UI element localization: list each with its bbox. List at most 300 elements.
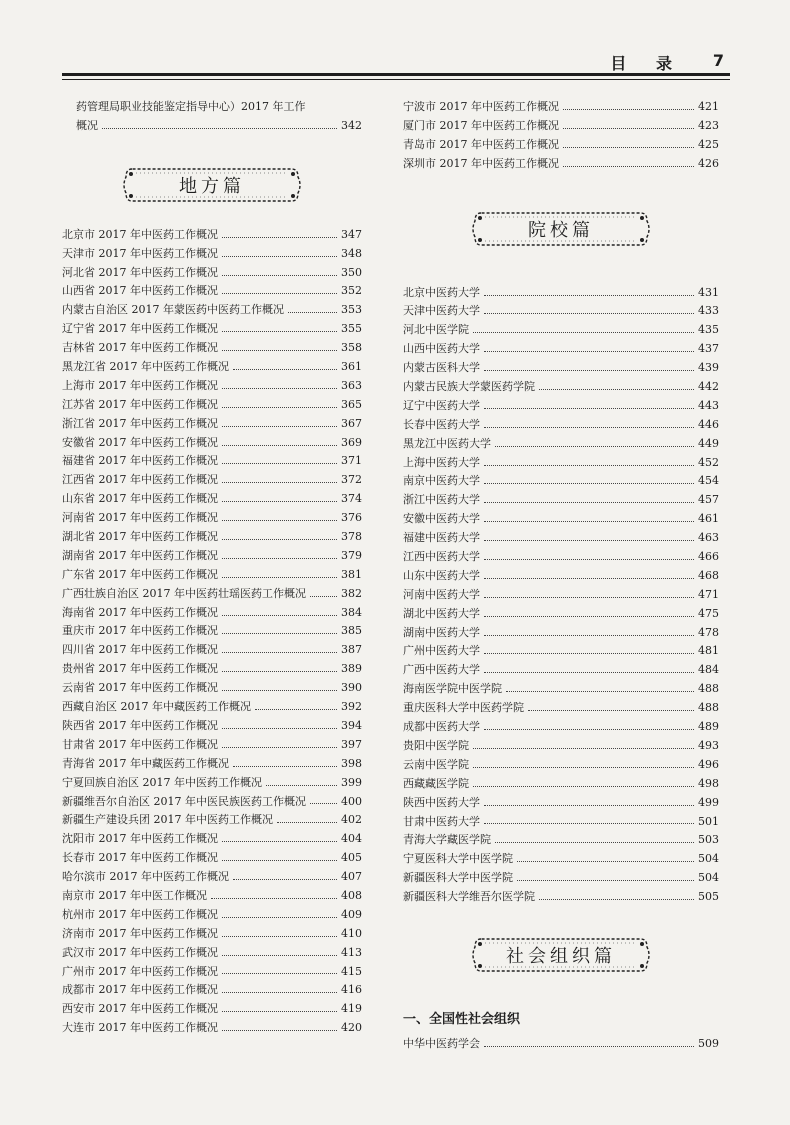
toc-entry-page: 452 bbox=[698, 455, 719, 469]
toc-entry-title: 西藏藏医学院 bbox=[403, 776, 469, 790]
leader-dots bbox=[473, 786, 694, 787]
leader-dots bbox=[255, 709, 337, 710]
toc-entry-page: 407 bbox=[341, 870, 362, 884]
heading-frame bbox=[471, 209, 651, 249]
leader-dots bbox=[222, 482, 337, 483]
toc-entry-title: 陕西省 2017 年中医药工作概况 bbox=[62, 718, 218, 732]
toc-entry-page: 372 bbox=[341, 473, 362, 487]
toc-entry-page: 347 bbox=[341, 227, 362, 241]
toc-entry-page: 509 bbox=[698, 1036, 719, 1050]
toc-entry-title: 江苏省 2017 年中医药工作概况 bbox=[62, 397, 218, 411]
leader-dots bbox=[222, 615, 337, 616]
toc-entry[interactable] bbox=[62, 1019, 362, 1038]
toc-entry-page: 348 bbox=[341, 246, 362, 260]
toc-entry[interactable] bbox=[62, 282, 362, 301]
toc-entry-title: 江西中医药大学 bbox=[403, 550, 480, 564]
toc-entry-page: 355 bbox=[341, 322, 362, 336]
toc-entry[interactable] bbox=[62, 793, 362, 812]
toc-entry-page: 408 bbox=[341, 888, 362, 902]
toc-entry-page: 419 bbox=[341, 1002, 362, 1016]
leader-dots bbox=[484, 653, 694, 654]
toc-entry-title: 河南省 2017 年中医药工作概况 bbox=[62, 511, 218, 525]
toc-entry[interactable] bbox=[403, 435, 719, 454]
toc-entry-title: 贵州省 2017 年中医药工作概况 bbox=[62, 662, 218, 676]
leader-dots bbox=[484, 729, 694, 730]
toc-entry[interactable] bbox=[62, 944, 362, 963]
toc-entry-title: 概况 bbox=[76, 118, 98, 132]
toc-entry-title: 贵阳中医学院 bbox=[403, 738, 469, 752]
toc-entry-page: 431 bbox=[698, 285, 719, 299]
toc-entry-title: 南京中医药大学 bbox=[403, 474, 480, 488]
toc-entry-page: 415 bbox=[341, 964, 362, 978]
toc-entry[interactable] bbox=[62, 774, 362, 793]
toc-entry-page: 352 bbox=[341, 284, 362, 298]
toc-entry-title: 宁夏医科大学中医学院 bbox=[403, 852, 513, 866]
toc-entry[interactable] bbox=[403, 718, 719, 737]
toc-entry-title: 南京市 2017 年中医工作概况 bbox=[62, 888, 207, 902]
toc-entry-page: 503 bbox=[698, 833, 719, 847]
toc-entry-title: 安徽省 2017 年中医药工作概况 bbox=[62, 435, 218, 449]
toc-entry-page: 387 bbox=[341, 643, 362, 657]
toc-entry[interactable] bbox=[62, 1000, 362, 1019]
toc-entry-title: 陕西中医药大学 bbox=[403, 795, 480, 809]
toc-entry-title: 宁夏回族自治区 2017 年中医药工作概况 bbox=[62, 775, 262, 789]
leader-dots bbox=[310, 596, 337, 597]
leader-dots bbox=[517, 880, 694, 881]
toc-entry-title: 河北省 2017 年中医药工作概况 bbox=[62, 265, 218, 279]
toc-entry-page: 425 bbox=[698, 137, 719, 151]
intro-line: 药管理局职业技能鉴定指导中心）2017 年工作 bbox=[76, 100, 306, 113]
toc-entry[interactable] bbox=[62, 452, 362, 471]
toc-entry-page: 384 bbox=[341, 605, 362, 619]
leader-dots bbox=[563, 109, 694, 110]
toc-entry-title: 黑龙江中医药大学 bbox=[403, 436, 491, 450]
toc-entry-title: 福建省 2017 年中医药工作概况 bbox=[62, 454, 218, 468]
toc-entry[interactable] bbox=[403, 359, 719, 378]
leader-dots bbox=[484, 578, 694, 579]
leader-dots bbox=[222, 463, 337, 464]
toc-entry-title: 湖北省 2017 年中医药工作概况 bbox=[62, 530, 218, 544]
toc-entry-title: 成都市 2017 年中医药工作概况 bbox=[62, 983, 218, 997]
toc-entry-page: 342 bbox=[341, 118, 362, 132]
toc-entry-title: 新疆医科大学维吾尔医学院 bbox=[403, 890, 535, 904]
leader-dots bbox=[495, 842, 694, 843]
toc-entry-page: 409 bbox=[341, 907, 362, 921]
toc-entry[interactable] bbox=[403, 472, 719, 491]
toc-entry-page: 363 bbox=[341, 378, 362, 392]
toc-entry-title: 浙江省 2017 年中医药工作概况 bbox=[62, 416, 218, 430]
leader-dots bbox=[484, 823, 694, 824]
leader-dots bbox=[222, 747, 337, 748]
toc-entry-page: 385 bbox=[341, 624, 362, 638]
toc-entry-title: 江西省 2017 年中医药工作概况 bbox=[62, 473, 218, 487]
leader-dots bbox=[484, 1046, 694, 1047]
toc-entry[interactable] bbox=[62, 830, 362, 849]
toc-entry-page: 420 bbox=[341, 1021, 362, 1035]
toc-entry[interactable] bbox=[403, 302, 719, 321]
leader-dots bbox=[288, 312, 337, 313]
toc-entry[interactable] bbox=[62, 925, 362, 944]
toc-entry-page: 392 bbox=[341, 700, 362, 714]
toc-entry-page: 468 bbox=[698, 568, 719, 582]
toc-entry[interactable] bbox=[403, 624, 719, 643]
toc-entry-page: 353 bbox=[341, 303, 362, 317]
toc-entry-title: 济南市 2017 年中医药工作概况 bbox=[62, 926, 218, 940]
leader-dots bbox=[517, 861, 694, 862]
leader-dots bbox=[484, 616, 694, 617]
toc-entry-title: 中华中医药学会 bbox=[403, 1036, 480, 1050]
heading-frame bbox=[122, 165, 302, 205]
toc-entry-title: 广州中医药大学 bbox=[403, 644, 480, 658]
leader-dots bbox=[484, 408, 694, 409]
page-header bbox=[62, 45, 730, 85]
toc-entry-page: 484 bbox=[698, 663, 719, 677]
toc-entry[interactable] bbox=[403, 416, 719, 435]
toc-entry[interactable] bbox=[62, 981, 362, 1000]
toc-entry[interactable] bbox=[403, 756, 719, 775]
toc-entry[interactable] bbox=[62, 396, 362, 415]
toc-entry[interactable] bbox=[62, 660, 362, 679]
toc-entry[interactable] bbox=[403, 136, 719, 155]
toc-entry-title: 上海市 2017 年中医药工作概况 bbox=[62, 378, 218, 392]
toc-entry[interactable] bbox=[62, 264, 362, 283]
toc-entry[interactable] bbox=[403, 737, 719, 756]
toc-entry-title: 内蒙古自治区 2017 年蒙医药中医药工作概况 bbox=[62, 303, 284, 317]
leader-dots bbox=[484, 635, 694, 636]
toc-entry-title: 安徽中医药大学 bbox=[403, 512, 480, 526]
leader-dots bbox=[222, 237, 337, 238]
toc-entry-page: 433 bbox=[698, 304, 719, 318]
toc-entry[interactable] bbox=[62, 585, 362, 604]
toc-entry-title: 湖南中医药大学 bbox=[403, 625, 480, 639]
toc-entry[interactable] bbox=[62, 358, 362, 377]
toc-entry[interactable] bbox=[403, 117, 719, 136]
toc-entry-page: 374 bbox=[341, 492, 362, 506]
toc-entry-page: 423 bbox=[698, 118, 719, 132]
leader-dots bbox=[222, 407, 337, 408]
toc-entry-title: 新疆维吾尔自治区 2017 年中医民族医药工作概况 bbox=[62, 794, 306, 808]
leader-dots bbox=[495, 446, 694, 447]
toc-entry-page: 488 bbox=[698, 682, 719, 696]
leader-dots bbox=[222, 671, 337, 672]
leader-dots bbox=[222, 275, 337, 276]
toc-entry-page: 435 bbox=[698, 323, 719, 337]
leader-dots bbox=[222, 1011, 337, 1012]
toc-entry[interactable] bbox=[62, 717, 362, 736]
toc-entry-title: 山东中医药大学 bbox=[403, 568, 480, 582]
toc-entry-title: 湖北中医药大学 bbox=[403, 606, 480, 620]
toc-entry-title: 宁波市 2017 年中医药工作概况 bbox=[403, 100, 559, 113]
leader-dots bbox=[222, 539, 337, 540]
toc-entry[interactable] bbox=[62, 963, 362, 982]
toc-entry-page: 463 bbox=[698, 531, 719, 545]
leader-dots bbox=[539, 899, 694, 900]
toc-entry-page: 439 bbox=[698, 361, 719, 375]
toc-entry-title: 河南中医药大学 bbox=[403, 587, 480, 601]
toc-entry-title: 浙江中医药大学 bbox=[403, 493, 480, 507]
toc-entry-page: 498 bbox=[698, 776, 719, 790]
heading-text: 地方篇 bbox=[179, 175, 245, 197]
toc-entry[interactable] bbox=[62, 887, 362, 906]
toc-entry[interactable] bbox=[62, 245, 362, 264]
heading-frame bbox=[471, 935, 651, 975]
toc-entry[interactable] bbox=[62, 622, 362, 641]
header-title: 目 录 bbox=[610, 54, 684, 73]
leader-dots bbox=[222, 633, 337, 634]
toc-entry[interactable] bbox=[403, 155, 719, 174]
toc-entry-title: 杭州市 2017 年中医药工作概况 bbox=[62, 907, 218, 921]
leader-dots bbox=[102, 128, 337, 129]
toc-entry-title: 青海大学藏医学院 bbox=[403, 833, 491, 847]
toc-entry[interactable] bbox=[62, 604, 362, 623]
toc-entry[interactable] bbox=[403, 284, 719, 303]
toc-entry[interactable] bbox=[62, 301, 362, 320]
right-column bbox=[403, 98, 719, 1054]
toc-entry-page: 404 bbox=[341, 832, 362, 846]
toc-entry-page: 394 bbox=[341, 718, 362, 732]
section-heading-social bbox=[403, 907, 719, 1003]
toc-entry[interactable] bbox=[403, 529, 719, 548]
toc-entry-page: 399 bbox=[341, 775, 362, 789]
toc-entry[interactable] bbox=[403, 680, 719, 699]
toc-entry[interactable] bbox=[62, 471, 362, 490]
leader-dots bbox=[484, 559, 694, 560]
leader-dots bbox=[222, 652, 337, 653]
toc-entry-title: 厦门市 2017 年中医药工作概况 bbox=[403, 118, 559, 132]
toc-entry-title: 甘肃省 2017 年中医药工作概况 bbox=[62, 737, 218, 751]
toc-entry[interactable] bbox=[403, 321, 719, 340]
toc-entry-page: 454 bbox=[698, 474, 719, 488]
toc-entry[interactable] bbox=[403, 794, 719, 813]
toc-entry[interactable] bbox=[403, 491, 719, 510]
toc-entry[interactable] bbox=[403, 813, 719, 832]
toc-entry-page: 378 bbox=[341, 530, 362, 544]
toc-entry-page: 398 bbox=[341, 756, 362, 770]
toc-entry-page: 443 bbox=[698, 398, 719, 412]
leader-dots bbox=[563, 166, 694, 167]
toc-entry-page: 481 bbox=[698, 644, 719, 658]
toc-entry[interactable] bbox=[403, 869, 719, 888]
toc-entry[interactable] bbox=[62, 698, 362, 717]
toc-entry[interactable] bbox=[403, 567, 719, 586]
toc-entry[interactable] bbox=[62, 528, 362, 547]
toc-entry[interactable] bbox=[403, 340, 719, 359]
toc-entry-title: 长春市 2017 年中医药工作概况 bbox=[62, 851, 218, 865]
toc-entry-intro[interactable] bbox=[62, 117, 362, 136]
leader-dots bbox=[233, 766, 337, 767]
toc-entry[interactable] bbox=[62, 679, 362, 698]
toc-entry[interactable] bbox=[403, 699, 719, 718]
leader-dots bbox=[211, 898, 337, 899]
heading-text: 院校篇 bbox=[528, 219, 594, 241]
toc-entry-title: 上海中医药大学 bbox=[403, 455, 480, 469]
leader-dots bbox=[484, 483, 694, 484]
toc-entry[interactable] bbox=[403, 510, 719, 529]
toc-entry-page: 365 bbox=[341, 397, 362, 411]
header-rule-thin bbox=[62, 79, 730, 80]
toc-entry-page: 501 bbox=[698, 814, 719, 828]
toc-entry-title: 海南省 2017 年中医药工作概况 bbox=[62, 605, 218, 619]
toc-entry-title: 大连市 2017 年中医药工作概况 bbox=[62, 1021, 218, 1035]
toc-entry-page: 361 bbox=[341, 360, 362, 374]
toc-entry-title: 重庆市 2017 年中医药工作概况 bbox=[62, 624, 218, 638]
leader-dots bbox=[222, 973, 337, 974]
toc-entry[interactable] bbox=[62, 320, 362, 339]
toc-entry-title: 广东省 2017 年中医药工作概况 bbox=[62, 567, 218, 581]
toc-entry[interactable] bbox=[403, 661, 719, 680]
toc-entry-title: 西藏自治区 2017 年中藏医药工作概况 bbox=[62, 700, 251, 714]
toc-entry-page: 426 bbox=[698, 156, 719, 170]
toc-entry-title: 山东省 2017 年中医药工作概况 bbox=[62, 492, 218, 506]
toc-entry-page: 442 bbox=[698, 380, 719, 394]
leader-dots bbox=[484, 597, 694, 598]
toc-entry-page: 493 bbox=[698, 738, 719, 752]
toc-entry-title: 山西省 2017 年中医药工作概况 bbox=[62, 284, 218, 298]
leader-dots bbox=[484, 465, 694, 466]
toc-entry-page: 489 bbox=[698, 720, 719, 734]
toc-entry-page: 379 bbox=[341, 548, 362, 562]
toc-entry-page: 397 bbox=[341, 737, 362, 751]
toc-entry-page: 457 bbox=[698, 493, 719, 507]
toc-entry-page: 475 bbox=[698, 606, 719, 620]
toc-entry-title: 云南省 2017 年中医药工作概况 bbox=[62, 681, 218, 695]
toc-entry-title: 广州市 2017 年中医药工作概况 bbox=[62, 964, 218, 978]
leader-dots bbox=[222, 293, 337, 294]
toc-entry-page: 413 bbox=[341, 945, 362, 959]
leader-dots bbox=[473, 748, 694, 749]
toc-entry[interactable] bbox=[403, 605, 719, 624]
toc-entry[interactable] bbox=[62, 415, 362, 434]
toc-entry[interactable] bbox=[403, 642, 719, 661]
toc-entry[interactable] bbox=[62, 490, 362, 509]
toc-entry-title: 重庆医科大学中医药学院 bbox=[403, 701, 524, 715]
toc-entry[interactable] bbox=[62, 641, 362, 660]
toc-entry[interactable] bbox=[403, 850, 719, 869]
subsection-title: 一、全国性社会组织 bbox=[403, 1011, 521, 1027]
toc-entry-page: 389 bbox=[341, 662, 362, 676]
college-entries bbox=[403, 284, 719, 907]
header-rule-thick bbox=[62, 73, 730, 76]
toc-entry-title: 新疆生产建设兵团 2017 年中医药工作概况 bbox=[62, 813, 273, 827]
leader-dots bbox=[484, 502, 694, 503]
left-column bbox=[62, 98, 362, 1038]
heading-text: 社会组织篇 bbox=[506, 945, 616, 967]
local-entries bbox=[62, 226, 362, 1038]
toc-entry-page: 402 bbox=[341, 813, 362, 827]
toc-entry-page: 496 bbox=[698, 757, 719, 771]
toc-entry[interactable] bbox=[403, 831, 719, 850]
toc-entry[interactable] bbox=[403, 397, 719, 416]
toc-entry-title: 沈阳市 2017 年中医药工作概况 bbox=[62, 832, 218, 846]
toc-entry-page: 471 bbox=[698, 587, 719, 601]
toc-entry[interactable] bbox=[62, 434, 362, 453]
toc-entry-page: 416 bbox=[341, 983, 362, 997]
leader-dots bbox=[484, 521, 694, 522]
toc-entry[interactable] bbox=[403, 775, 719, 794]
toc-entry-title: 哈尔滨市 2017 年中医药工作概况 bbox=[62, 870, 229, 884]
toc-entry[interactable] bbox=[62, 849, 362, 868]
leader-dots bbox=[222, 577, 337, 578]
toc-entry-page: 367 bbox=[341, 416, 362, 430]
toc-entry-title: 成都中医药大学 bbox=[403, 720, 480, 734]
toc-entry-page: 478 bbox=[698, 625, 719, 639]
toc-entry-page: 371 bbox=[341, 454, 362, 468]
toc-entry-title: 武汉市 2017 年中医药工作概况 bbox=[62, 945, 218, 959]
leader-dots bbox=[222, 350, 337, 351]
leader-dots bbox=[222, 501, 337, 502]
toc-entry[interactable] bbox=[403, 1035, 719, 1054]
toc-entry[interactable] bbox=[403, 548, 719, 567]
toc-entry-title: 内蒙古医科大学 bbox=[403, 361, 480, 375]
toc-entry[interactable] bbox=[62, 868, 362, 887]
toc-entry[interactable] bbox=[62, 755, 362, 774]
toc-entry[interactable] bbox=[403, 98, 719, 117]
leader-dots bbox=[310, 803, 337, 804]
toc-entry-page: 446 bbox=[698, 417, 719, 431]
toc-entry-title: 四川省 2017 年中医药工作概况 bbox=[62, 643, 218, 657]
toc-entry-page: 390 bbox=[341, 681, 362, 695]
leader-dots bbox=[222, 388, 337, 389]
toc-entry[interactable] bbox=[62, 906, 362, 925]
toc-entry-page: 505 bbox=[698, 890, 719, 904]
leader-dots bbox=[222, 992, 337, 993]
leader-dots bbox=[506, 691, 694, 692]
toc-entry-page: 461 bbox=[698, 512, 719, 526]
toc-entry-page: 410 bbox=[341, 926, 362, 940]
toc-entry-title: 长春中医药大学 bbox=[403, 417, 480, 431]
toc-entry[interactable] bbox=[62, 377, 362, 396]
leader-dots bbox=[222, 955, 337, 956]
toc-entry[interactable] bbox=[62, 509, 362, 528]
toc-entry-title: 西安市 2017 年中医药工作概况 bbox=[62, 1002, 218, 1016]
leader-dots bbox=[233, 879, 337, 880]
leader-dots bbox=[222, 1030, 337, 1031]
toc-entry[interactable] bbox=[403, 454, 719, 473]
leader-dots bbox=[484, 672, 694, 673]
toc-entry[interactable] bbox=[403, 586, 719, 605]
leader-dots bbox=[222, 690, 337, 691]
leader-dots bbox=[222, 426, 337, 427]
toc-entry[interactable] bbox=[62, 339, 362, 358]
toc-entry[interactable] bbox=[403, 378, 719, 397]
toc-entry-title: 新疆医科大学中医学院 bbox=[403, 871, 513, 885]
leader-dots bbox=[222, 936, 337, 937]
header-page-number: 7 bbox=[712, 51, 724, 70]
leader-dots bbox=[528, 710, 694, 711]
toc-entry[interactable] bbox=[62, 811, 362, 830]
leader-dots bbox=[266, 785, 337, 786]
toc-entry-title: 内蒙古民族大学蒙医药学院 bbox=[403, 380, 535, 394]
toc-entry[interactable] bbox=[62, 736, 362, 755]
toc-entry[interactable] bbox=[403, 888, 719, 907]
toc-entry-page: 376 bbox=[341, 511, 362, 525]
leader-dots bbox=[484, 805, 694, 806]
toc-entry-page: 400 bbox=[341, 794, 362, 808]
toc-entry-title: 北京市 2017 年中医药工作概况 bbox=[62, 227, 218, 241]
toc-entry[interactable] bbox=[62, 547, 362, 566]
leader-dots bbox=[222, 841, 337, 842]
toc-entry-title: 深圳市 2017 年中医药工作概况 bbox=[403, 156, 559, 170]
toc-entry-page: 358 bbox=[341, 341, 362, 355]
toc-entry-title: 云南中医学院 bbox=[403, 757, 469, 771]
leader-dots bbox=[233, 369, 337, 370]
toc-entry-title: 福建中医药大学 bbox=[403, 531, 480, 545]
leader-dots bbox=[563, 128, 694, 129]
section-heading-colleges bbox=[403, 174, 719, 284]
toc-entry-page: 369 bbox=[341, 435, 362, 449]
toc-entry[interactable] bbox=[62, 566, 362, 585]
toc-entry-page: 437 bbox=[698, 342, 719, 356]
